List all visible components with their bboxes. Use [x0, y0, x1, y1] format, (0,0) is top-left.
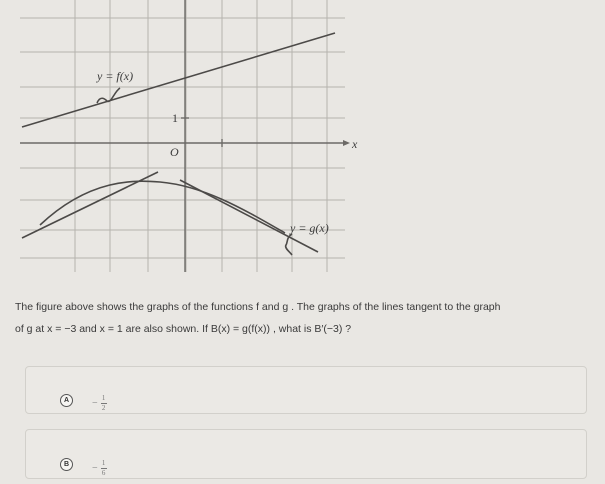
choice-a-value [92, 395, 107, 412]
graph-of-g [40, 181, 285, 233]
graph-of-f [97, 88, 120, 103]
question-text [15, 296, 600, 340]
tangent-line-g-right [180, 180, 318, 252]
f-label: y = f(x) [97, 69, 134, 83]
choice-b-denominator: 6 [101, 469, 106, 477]
g-label: y = g(x) [290, 221, 329, 235]
choice-a-numerator: 1 [101, 394, 106, 402]
choice-b-numerator: 1 [101, 459, 106, 467]
choice-a-fraction [101, 395, 107, 412]
choice-letter-b-badge: B [60, 458, 73, 471]
choice-a-sign: − [92, 398, 98, 409]
question-line-1: The figure above shows the graphs of the functions f and g . The graphs of the lines tangent to the graph [15, 301, 501, 313]
choice-a-denominator: 2 [101, 404, 106, 412]
x-axis-label: x [352, 137, 358, 151]
origin-label: O [170, 145, 179, 159]
choice-letter-a-badge: A [60, 394, 73, 407]
tangent-line-g-left [22, 172, 158, 238]
tick-label-1: 1 [172, 111, 178, 125]
question-line-2: of g at x = −3 and x = 1 are also shown. If B(x) = g(f(x)) , what is B′(−3) ? [15, 323, 352, 335]
choice-b-fraction [101, 460, 107, 477]
choice-b-value [92, 460, 107, 477]
tangent-line-f [22, 33, 335, 127]
answer-choice-b[interactable] [25, 429, 587, 479]
x-axis-arrow-icon [343, 140, 350, 146]
choice-b-sign: − [92, 463, 98, 474]
answer-choice-a[interactable] [25, 366, 587, 414]
